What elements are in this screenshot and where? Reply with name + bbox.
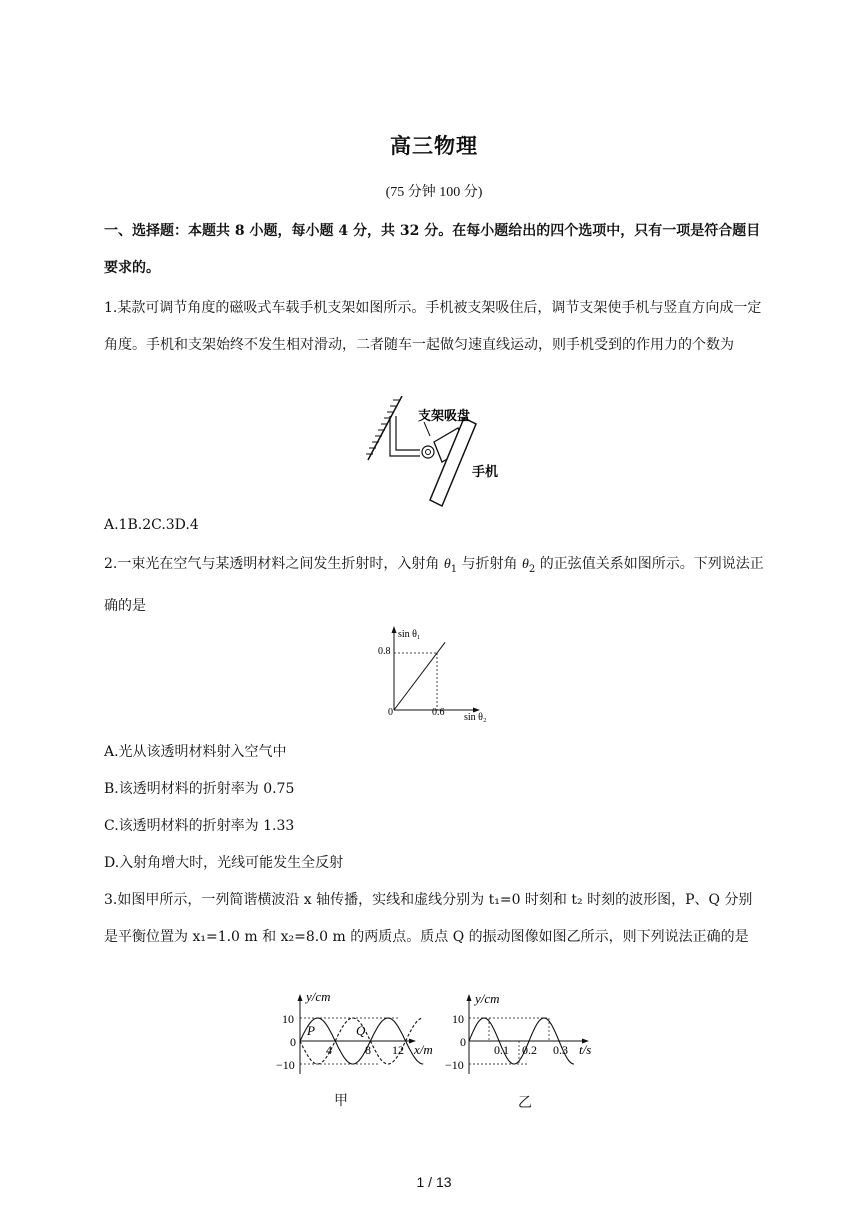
wave-chart-jia bbox=[276, 990, 436, 1078]
page-number: 1 / 13 bbox=[416, 1174, 452, 1190]
sine-line bbox=[394, 642, 445, 710]
phone-label: 手机 bbox=[472, 464, 499, 479]
y-tick-0: 0 bbox=[290, 1035, 296, 1049]
question-2-option-b: B.该透明材料的折射率为 0.75 bbox=[104, 781, 295, 797]
x-tick-12: 12 bbox=[392, 1043, 404, 1057]
y-tick-10: 10 bbox=[282, 1012, 294, 1026]
section-heading: 一、选择题：本题共 8 小题，每小题 4 分，共 32 分。在每小题给出的四个选项中，只有一项是符合题目要求的。 bbox=[104, 223, 761, 276]
question-2-option-c: C.该透明材料的折射率为 1.33 bbox=[104, 818, 295, 834]
figure-caption-jia: 甲 bbox=[334, 1093, 348, 1109]
y-tick-10: 10 bbox=[452, 1012, 464, 1026]
question-1-options: A.1B.2C.3D.4 bbox=[104, 517, 199, 533]
question-1-text: 1.某款可调节角度的磁吸式车载手机支架如图所示。手机被支架吸住后，调节支架使手机与竖直方向成一定角度。手机和支架始终不发生相对滑动，二者随车一起做匀速直线运动，则手机受到的作用力的个数为 bbox=[104, 300, 762, 353]
origin-label: 0 bbox=[388, 707, 393, 718]
t-tick-0.3: 0.3 bbox=[553, 1043, 568, 1057]
y-axis-label: y/cm bbox=[475, 991, 500, 1006]
t-axis-label: t/s bbox=[579, 1042, 592, 1057]
y-tick-minus-10: −10 bbox=[276, 1058, 295, 1072]
t-tick-0.1: 0.1 bbox=[494, 1043, 509, 1057]
suction-cup-label: 支架吸盘 bbox=[418, 408, 471, 423]
question-2-option-a: A.光从该透明材料射入空气中 bbox=[104, 744, 287, 760]
point-q-label: Q bbox=[356, 1023, 366, 1038]
x-tick-0.6: 0.6 bbox=[432, 707, 445, 718]
exam-duration-score: (75 分钟 100 分) bbox=[385, 185, 483, 200]
x-axis-label: sin θ₂ bbox=[464, 712, 487, 723]
vibration-chart-yi bbox=[443, 990, 603, 1078]
question-2-option-d: D.入射角增大时，光线可能发生全反射 bbox=[104, 855, 344, 871]
question-2-text: 2.一束光在空气与某透明材料之间发生折射时，入射角 $\theta_1$ 与折射角 $\theta_2$ 的正弦值关系如图所示。下列说法正确的是 bbox=[104, 556, 764, 614]
page-title: 高三物理 bbox=[390, 133, 478, 158]
point-p-label: P bbox=[307, 1023, 315, 1038]
y-axis-label: sin θ₁ bbox=[398, 629, 421, 640]
y-axis-label: y/cm bbox=[306, 990, 331, 1004]
y-tick-minus-10: −10 bbox=[445, 1058, 464, 1072]
x-tick-4: 4 bbox=[326, 1043, 332, 1057]
question-3-text: 3.如图甲所示，一列简谐横波沿 x 轴传播，实线和虚线分别为 t₁=0 时刻和 t₂ 时刻的波形图，P、Q 分别是平衡位置为 x₁=1.0 m 和 x₂=8.0 m 的两质点。质点 Q 的振动图像如图乙所示，则下列说法正确的是 bbox=[104, 892, 753, 945]
phone-holder-figure bbox=[366, 396, 506, 508]
refraction-sine-chart bbox=[376, 624, 506, 728]
x-axis-label: x/m bbox=[414, 1042, 433, 1057]
figure-caption-yi: 乙 bbox=[518, 1095, 532, 1111]
y-tick-0.8: 0.8 bbox=[378, 646, 391, 657]
x-tick-8: 8 bbox=[365, 1043, 371, 1057]
y-tick-0: 0 bbox=[460, 1035, 466, 1049]
t-tick-0.2: 0.2 bbox=[522, 1043, 537, 1057]
